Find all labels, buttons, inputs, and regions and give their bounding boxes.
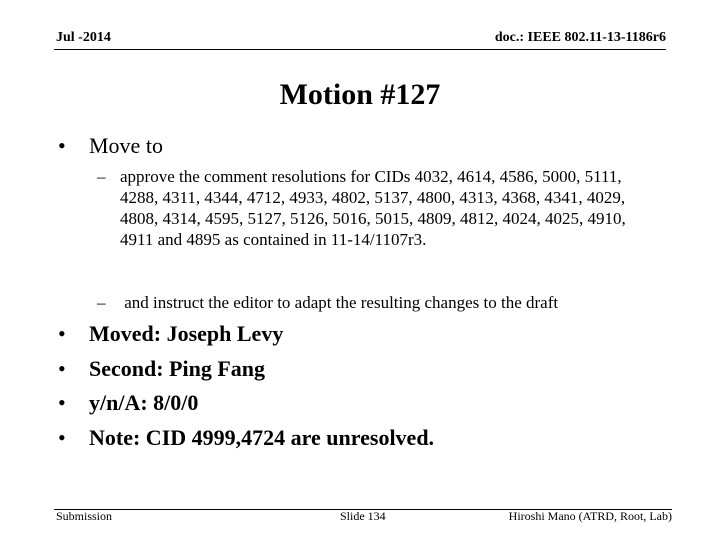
bullet-icon: • (58, 133, 66, 158)
bullet-note: Note: CID 4999,4724 are unresolved. (89, 425, 435, 450)
dash-icon: – (97, 293, 106, 312)
slide-title: Motion #127 (279, 78, 441, 111)
bullet-icon: • (58, 390, 66, 415)
bullet-icon: • (58, 356, 66, 381)
header-doc-id: doc.: IEEE 802.11-13-1186r6 (494, 30, 666, 45)
header-date: Jul -2014 (56, 30, 111, 45)
bullet-icon: • (58, 321, 66, 346)
header-divider (54, 49, 666, 50)
footer-slide-number: Slide 134 (340, 509, 386, 523)
bullet-icon: • (58, 425, 66, 450)
bullet-moved: Moved: Joseph Levy (89, 321, 284, 346)
bullet-move-to: Move to (89, 133, 163, 158)
bullet-vote: y/n/A: 8/0/0 (89, 390, 199, 415)
footer-author: Hiroshi Mano (ATRD, Root, Lab) (508, 509, 672, 523)
dash-icon: – (97, 167, 106, 186)
footer-submission: Submission (56, 509, 113, 523)
sub-bullet-approve: approve the comment resolutions for CIDs 4032, 4614, 4586, 5000, 5111, 4288, 4311, 4344, 4712, 4933, 4802, 5137, 4800, 4313, 4368, 4341, 4029, 4808, 4314, 4595, 5127, 5126, 5016, 5015, 4809, 4812, 4024, 4025, 4910, 4911 and 4895 as contained in 11-14/1107r3. (120, 167, 626, 249)
sub-bullet-instruct: and instruct the editor to adapt the resulting changes to the draft (120, 293, 559, 312)
bullet-second: Second: Ping Fang (89, 356, 266, 381)
